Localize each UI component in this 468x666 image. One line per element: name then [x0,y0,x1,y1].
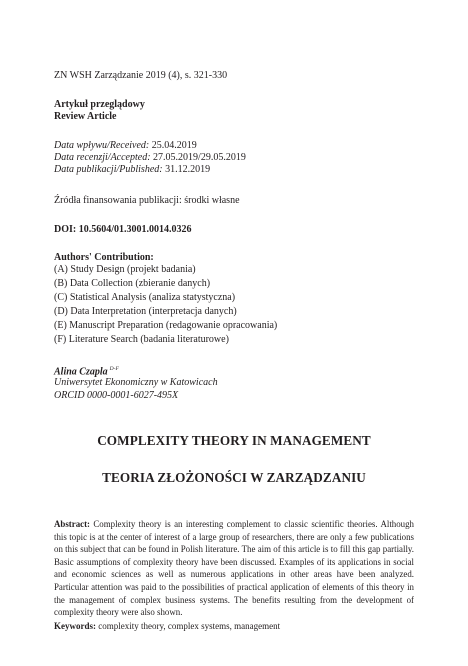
author-roles: D-F [109,366,119,372]
article-type-pl: Artykuł przeglądowy [54,99,145,110]
doi: DOI: 10.5604/01.3001.0014.0326 [54,224,192,235]
journal-reference: ZN WSH Zarządzanie 2019 (4), s. 321-330 [54,70,228,81]
contribution-item: (F) Literature Search (badania literaturowe) [54,334,229,345]
article-first-page [54,0,414,666]
title-en: COMPLEXITY THEORY IN MANAGEMENT [97,433,371,448]
abstract-label: Abstract: [54,519,90,529]
author-affiliation: Uniwersytet Ekonomiczny w Katowicach [54,377,218,388]
contribution-item: (E) Manuscript Preparation (redagowanie opracowania) [54,320,278,331]
date-published [54,164,210,176]
date-accepted-label: Data recenzji/Accepted: [54,152,151,163]
author-orcid: ORCID 0000-0001-6027-495X [54,390,179,401]
contribution-item: (A) Study Design (projekt badania) [54,264,196,275]
author-name: Alina Czapla [54,366,108,378]
date-received-label: Data wpływu/Received: [54,140,150,151]
keywords-text: complexity theory, complex systems, management [96,621,281,631]
article-type-en: Review Article [54,111,117,122]
abstract-text: Complexity theory is an interesting complement to classic scientific theories. Although this topic is at the center of interest of a large group of researchers, there are only a few publications on this subject that can be found in Polish literature. The aim of this article is to fill this gap partially. Basic assumptions of complexity theory have been discussed. Examples of its applications in social and economic sciences as well as numerous applications in other areas have been analyzed. Particular attention was paid to the possibilities of practical application of elements of this theory in the management of complex business systems. The benefits resulting from the development of complexity theory were also shown. [54,519,414,618]
date-received [54,140,197,152]
keywords [54,620,280,632]
contribution-heading: Authors' Contribution: [54,252,154,263]
date-received-value: 25.04.2019 [149,140,197,151]
keywords-label: Keywords: [54,621,96,631]
abstract [54,518,414,619]
date-accepted-value: 27.05.2019/29.05.2019 [150,152,246,163]
date-accepted [54,152,246,164]
contribution-item: (D) Data Interpretation (interpretacja danych) [54,306,237,317]
title-pl: TEORIA ZŁOŻONOŚCI W ZARZĄDZANIU [102,470,366,485]
contribution-item: (C) Statistical Analysis (analiza statystyczna) [54,292,236,303]
date-published-value: 31.12.2019 [162,164,211,175]
date-published-label: Data publikacji/Published: [54,164,163,175]
funding-source: Źródła finansowania publikacji: środki własne [54,195,240,206]
contribution-item: (B) Data Collection (zbieranie danych) [54,278,211,289]
